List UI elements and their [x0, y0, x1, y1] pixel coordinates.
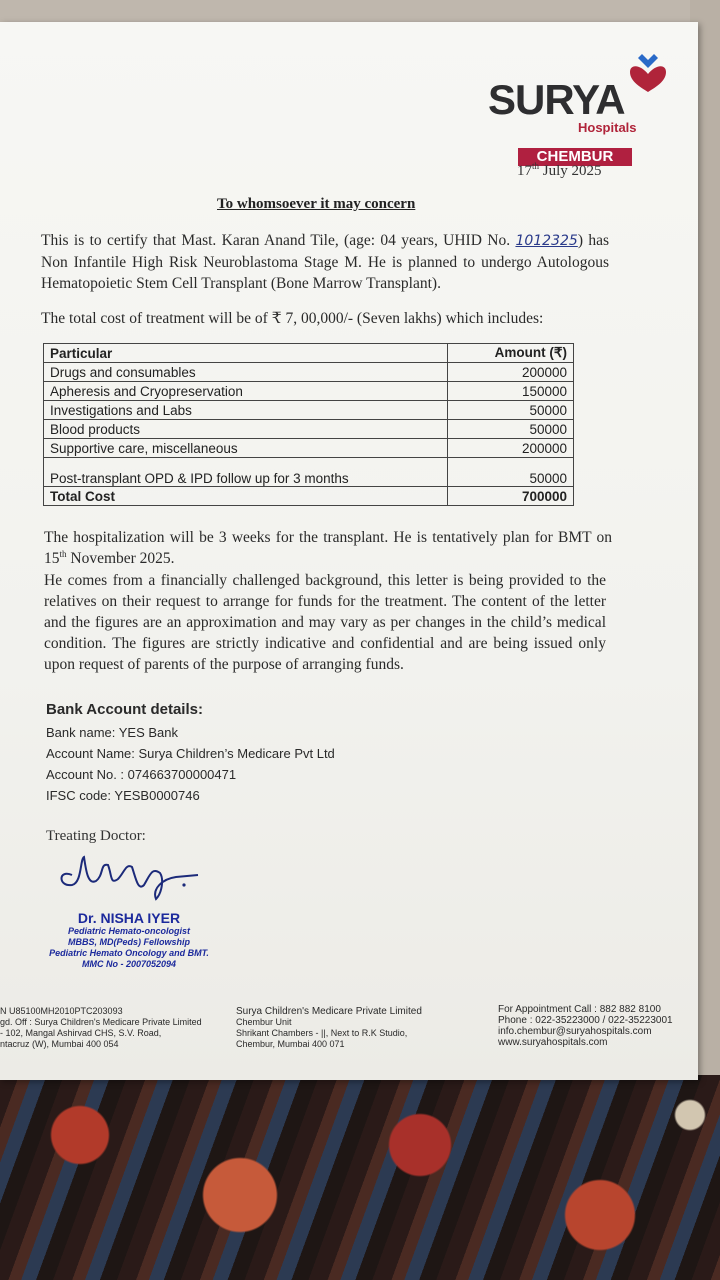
- particular-cell: Post-transplant OPD & IPD follow up for 3 months: [44, 458, 448, 487]
- amount-cell: 150000: [448, 382, 574, 401]
- particular-cell: Drugs and consumables: [44, 363, 448, 382]
- footer-contact: [498, 1004, 688, 1048]
- total-amount: 700000: [448, 487, 574, 506]
- background-paragraph: He comes from a financially challenged background, this letter is being provided to the relatives on their request to arrange for funds for the treatment. The content of the letter and the figures are an approximation and may vary as per changes in the child’s medical condition. The figures are strictly indicative and confidential and are being issued only upon request of parents of the purpose of arranging funds.: [44, 572, 606, 673]
- doctor-signature: [52, 845, 202, 905]
- amount-cell: 200000: [448, 439, 574, 458]
- table-row: [44, 439, 574, 458]
- amount-cell: 50000: [448, 401, 574, 420]
- table-row: [44, 420, 574, 439]
- particular-cell: Blood products: [44, 420, 448, 439]
- cost-table-header: [44, 344, 574, 363]
- doctor-specialty: Pediatric Hemato Oncology and BMT.: [49, 948, 209, 958]
- doctor-stamp: [44, 910, 214, 970]
- amount-cell: 200000: [448, 363, 574, 382]
- total-row: [44, 487, 574, 506]
- letter-heading: To whomsoever it may concern: [217, 196, 416, 212]
- letter-date: 17th July 2025: [517, 161, 602, 179]
- heart-logo-icon: [626, 52, 670, 94]
- table-row: [44, 401, 574, 420]
- bank-details-title: Bank Account details:: [46, 701, 203, 718]
- cost-intro: The total cost of treatment will be of ₹ 7, 00,000/- (Seven lakhs) which includes:: [41, 310, 544, 327]
- doctor-title: Pediatric Hemato-oncologist: [67, 926, 191, 936]
- footer-line: - 102, Mangal Ashirvad CHS, S.V. Road,: [0, 1028, 162, 1038]
- table-row: [44, 382, 574, 401]
- particular-cell: Investigations and Labs: [44, 401, 448, 420]
- hospitalization-paragraph: The hospitalization will be 3 weeks for the transplant. He is tentatively plan for BMT on 15th November 2025.: [44, 529, 612, 567]
- branch-badge: CHEMBUR: [518, 148, 632, 166]
- footer-phone: Phone : 022-35223000 / 022-35223001: [498, 1015, 673, 1026]
- doctor-degrees: MBBS, MD(Peds) Fellowship: [67, 937, 190, 947]
- footer-website: www.suryahospitals.com: [498, 1037, 608, 1048]
- doctor-registration: MMC No - 2007052094: [81, 959, 177, 969]
- footer-line: Chembur Unit: [236, 1017, 292, 1027]
- footer-registered-office: [0, 1006, 225, 1050]
- table-row: [44, 458, 574, 487]
- header-particular: Particular: [44, 344, 448, 363]
- footer-email: info.chembur@suryahospitals.com: [498, 1026, 652, 1037]
- table-row: [44, 363, 574, 382]
- particular-cell: Apheresis and Cryopreservation: [44, 382, 448, 401]
- header-amount: Amount (₹): [448, 344, 574, 363]
- bank-name: Bank name: YES Bank: [46, 725, 179, 740]
- handwritten-uhid: 1012325: [515, 233, 578, 249]
- footer-appointment: For Appointment Call : 882 882 8100: [498, 1004, 661, 1015]
- footer-line: gd. Off : Surya Children's Medicare Private Limited: [0, 1017, 202, 1027]
- amount-cell: 50000: [448, 420, 574, 439]
- footer-line: Chembur, Mumbai 400 071: [236, 1039, 345, 1049]
- certify-paragraph: This is to certify that Mast. Karan Anand Tile, (age: 04 years, UHID No. 1012325) has Non Infantile High Risk Neuroblastoma Stage M. He is planned to undergo Autologous Hematopoietic Stem Cell Transplant (Bone Marrow Transplant).: [41, 232, 609, 292]
- brand-name: SURYA: [488, 76, 625, 123]
- footer-unit-address: [236, 1006, 456, 1050]
- treating-doctor-label: Treating Doctor:: [46, 828, 146, 844]
- total-label: Total Cost: [44, 487, 448, 506]
- footer-line: Shrikant Chambers - ||, Next to R.K Studio,: [236, 1028, 408, 1038]
- footer-company: Surya Children's Medicare Private Limited: [236, 1006, 422, 1017]
- doctor-name: Dr. NISHA IYER: [77, 910, 181, 926]
- ifsc-code: IFSC code: YESB0000746: [46, 788, 200, 803]
- footer-line: ntacruz (W), Mumbai 400 054: [0, 1039, 119, 1049]
- account-name: Account Name: Surya Children’s Medicare Pvt Ltd: [46, 746, 335, 761]
- cost-table: [43, 343, 574, 506]
- brand-subtitle: Hospitals: [578, 120, 637, 135]
- particular-cell: Supportive care, miscellaneous: [44, 439, 448, 458]
- amount-cell: 50000: [448, 458, 574, 487]
- footer-cin: N U85100MH2010PTC203093: [0, 1006, 123, 1016]
- patterned-cloth-background: [0, 1075, 720, 1280]
- account-number: Account No. : 074663700000471: [46, 767, 237, 782]
